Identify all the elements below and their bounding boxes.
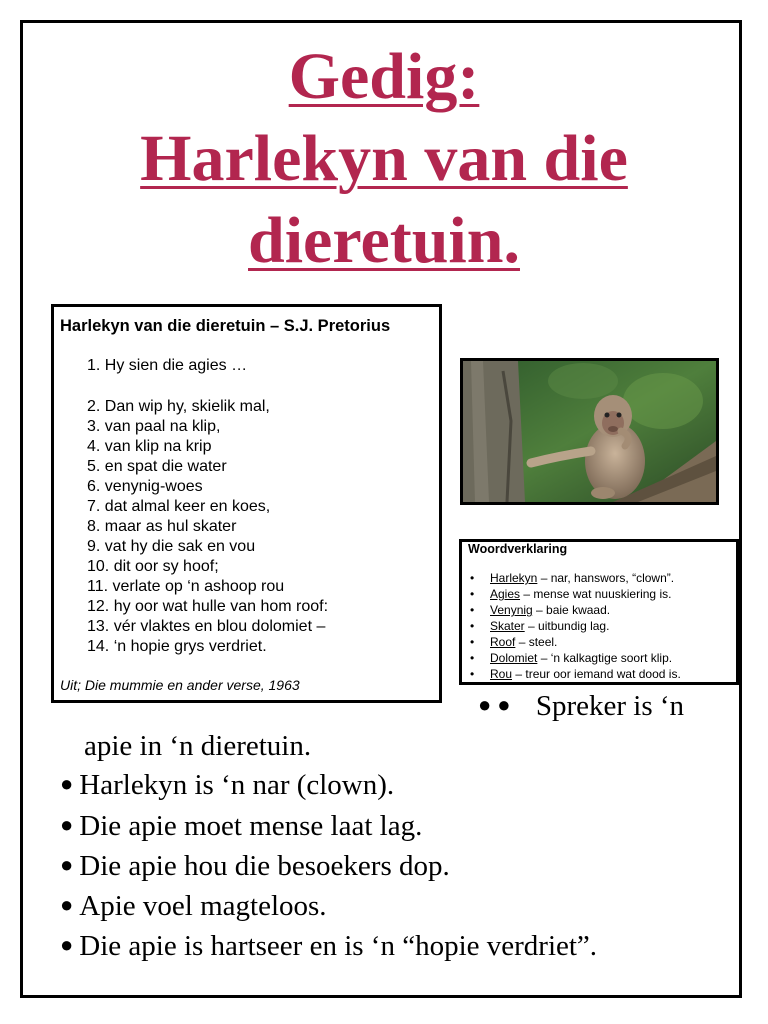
poem-line: 3. van paal na klip, [87,418,221,435]
bullet-icon: • [470,619,475,633]
glossary-item [470,635,558,649]
poem-line: 9. vat hy die sak en vou [87,538,256,555]
glossary-term: Dolomiet [490,651,538,665]
glossary-item [470,651,673,665]
bullet-icon: • [470,667,475,681]
note-item [60,849,450,885]
glossary-definition: – nar, hanswors, “clown”. [537,571,675,585]
note-speaker [478,689,684,725]
bullet-icon: • [470,571,475,585]
bullet-icon: • [470,587,475,601]
poem-heading: Harlekyn van die dieretuin – S.J. Pretorius [60,317,391,335]
poem-line: 4. van klip na krip [87,438,212,455]
poem-line: 11. verlate op ‘n ashoop rou [87,578,285,595]
glossary-title: Woordverklaring [468,542,568,556]
glossary-item [470,603,611,617]
glossary-definition: – mense wat nuuskiering is. [520,587,672,601]
glossary-box [459,539,739,685]
glossary-term: Rou [490,667,513,681]
glossary-term: Harlekyn [490,571,538,585]
title-line-1: Gedig: [288,40,480,113]
bullet-icon: ● [60,812,74,837]
note-text: Harlekyn is ‘n nar (clown). [79,769,395,801]
bullet-icon: ● [60,892,74,917]
poem-box [51,304,442,703]
glossary-definition: – uitbundig lag. [524,619,610,633]
note-text: Die apie moet mense laat lag. [79,810,423,842]
poem-line: 5. en spat die water [87,458,227,475]
poem-line: 7. dat almal keer en koes, [87,498,271,515]
poem-line: 1. Hy sien die agies … [87,357,248,374]
glossary-term: Skater [490,619,525,633]
poem-line: 12. hy oor wat hulle van hom roof: [87,598,329,615]
glossary-definition: – steel. [515,635,558,649]
note-text: Die apie is hartseer en is ‘n “hopie verdriet”. [79,930,598,962]
note-text: Die apie hou die besoekers dop. [79,850,450,882]
note-text: Apie voel magteloos. [79,890,327,922]
poem-line: 13. vér vlaktes en blou dolomiet – [87,618,326,635]
bullet-icon: • [470,651,475,665]
note-item [60,809,422,845]
monkey-photo [460,358,719,505]
bullet-icon: ● [497,692,511,717]
glossary-term: Roof [490,635,516,649]
title-line-2: Harlekyn van die [140,122,628,195]
glossary-item [470,619,610,633]
bullet-icon: ● [60,852,74,877]
note-item [60,929,597,965]
bullet-icon: ● [60,932,74,957]
bullet-icon: • [470,635,475,649]
glossary-definition: – baie kwaad. [532,603,611,617]
poem-line: 6. venynig-woes [87,478,203,495]
glossary-item [470,571,675,585]
note-speaker-text: Spreker is ‘n [535,690,685,722]
glossary-definition: – treur oor iemand wat dood is. [512,667,681,681]
poem-line: 14. ‘n hopie grys verdriet. [87,638,267,655]
poem-source: Uit; Die mummie en ander verse, 1963 [60,677,300,693]
note-item [60,768,394,804]
title-line-3: dieretuin. [248,204,520,277]
note-item [60,889,327,925]
glossary-definition: – ‘n kalkagtige soort klip. [537,651,673,665]
poem-line: 2. Dan wip hy, skielik mal, [87,398,270,415]
glossary-term: Venynig [490,603,533,617]
bullet-icon: ● [60,771,74,796]
glossary-item [470,667,681,681]
glossary-item [470,587,672,601]
note-speaker-continued: apie in ‘n dieretuin. [84,730,312,762]
poem-line: 10. dit oor sy hoof; [87,558,219,575]
poem-line: 8. maar as hul skater [87,518,237,535]
bullet-icon: • [470,603,475,617]
bullet-icon: ● [478,692,492,717]
glossary-term: Agies [490,587,521,601]
